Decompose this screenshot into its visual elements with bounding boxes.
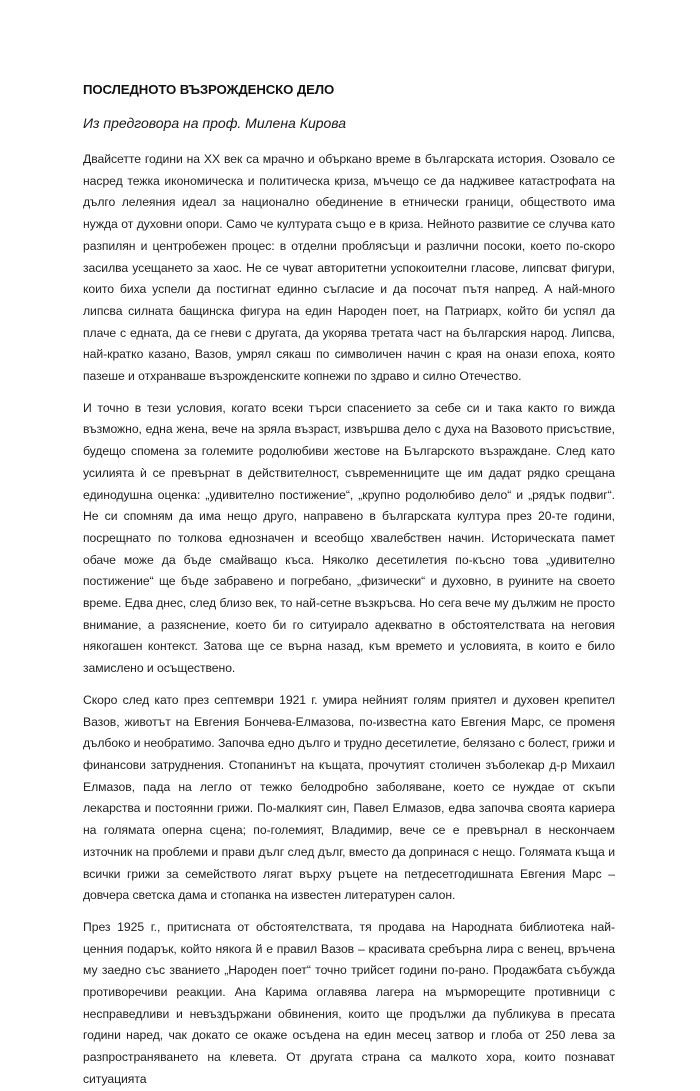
document-title: ПОСЛЕДНОТО ВЪЗРОЖДЕНСКО ДЕЛО [83, 82, 335, 97]
paragraph-3: Скоро след като през септември 1921 г. умира нейният голям приятел и духовен крепител Вазов, животът на Евгения Бончева-Елмазова, по-известна като Евгения Марс, се променя дълбоко и необратимо. Започва едно дълго и трудно десетилетие, белязано с болест, грижи и финансови затруднения. Стопанинът на къщата, прочутият столичен зъболекар д-р Михаил Елмазов, пада на легло от тежко белодробно заболяване, което се нуждае от скъпи лекарства и постоянни грижи. По-малкият син, Павел Елмазов, едва започва своята кариера на голямата оперна сцена; по-големият, Владимир, вече се е превърнал в нескончаем източник на проблеми и прави дълг след дълг, вместо да допринася с нещо. Голямата къща и всички грижи за семейството лягат върху ръцете на петдесетгодишната Евгения Марс – довчера светска дама и стопанка на известен литературен салон. [83, 692, 615, 903]
paragraph-2: И точно в тези условия, когато всеки търси спасението за себе си и така както го вижда възможно, една жена, вече на зряла възраст, извършва дело с духа на Вазовото присъствие, будещо спомена за големите родолюбиви жестове на Българското възраждане. След като усилията ѝ се превърнат в действителност, съвременниците ще им дадат рядко срещана единодушна оценка: „удивително постижение“, „крупно родолюбиво дело“ и „рядък подвиг“. Не си спомням да има нещо друго, направено в българската култура през 20-те години, посрещнато по толкова еднозначен и всеобщо хвалебствен начин. Историческата памет обаче може да бъде смайващо къса. Няколко десетилетия по-късно това „удивително постижение“ ще бъде забравено и погребано, „физически“ и духовно, в руините на своето време. Едва днес, след близо век, то най-сетне възкръсва. Но сега вече му дължим не просто внимание, а разяснение, което би го ситуирало адекватно в обстоятелствата на неговия някогашен контекст. Затова ще се върна назад, към времето и условията, в които е било замислено и осъществено. [83, 400, 615, 676]
paragraph-4: През 1925 г., притисната от обстоятелствата, тя продава на Народната библиотека най-ценния подарък, който някога й е правил Вазов – красивата сребърна лира с венец, връчена му заедно със званието „Народен поет“ точно трийсет години по-рано. Продажбата събужда противоречиви реакции. Ана Карима оглавява лагера на мърморещите противници с несправедливи и невъздържани обвинения, които ще продължи да публикува в пресата години наред, чак докато се окаже осъдена на един месец затвор и глоба от 250 лева за разпространяването на клевета. От другата страна са малкото хора, които познават ситуацията [83, 919, 615, 1086]
document-body [83, 81, 615, 1091]
paragraph-1: Двайсетте години на ХХ век са мрачно и объркано време в българската история. Озовало се насред тежка икономическа и политическа криза, мъчещо се да надживее катастрофата на дълго лелеяния идеал за национално обединение в етнически граници, обществото има нужда от духовни опори. Само че културата също е в криза. Нейното развитие се случва като разпилян и центробежен процес: в отделни проблясъци и различни посоки, което по-скоро засилва усещането за хаос. Не се чуват авторитетни успокоителни гласове, липсват фигури, които биха успели да постигнат единно съгласие и да посочат пътя напред. А най-много липсва силната бащинска фигура на един Народен поет, на Патриарх, който би успял да плаче с едната, да се гневи с другата, да укорява третата част на българския народ. Липсва, най-кратко казано, Вазов, умрял сякаш по символичен начин с края на онази епоха, която пазеше и отхранваше възрожденските копнежи по здраво и силно Отечество. [83, 152, 615, 384]
document-subtitle: Из предговора на проф. Милена Кирова [83, 115, 347, 131]
